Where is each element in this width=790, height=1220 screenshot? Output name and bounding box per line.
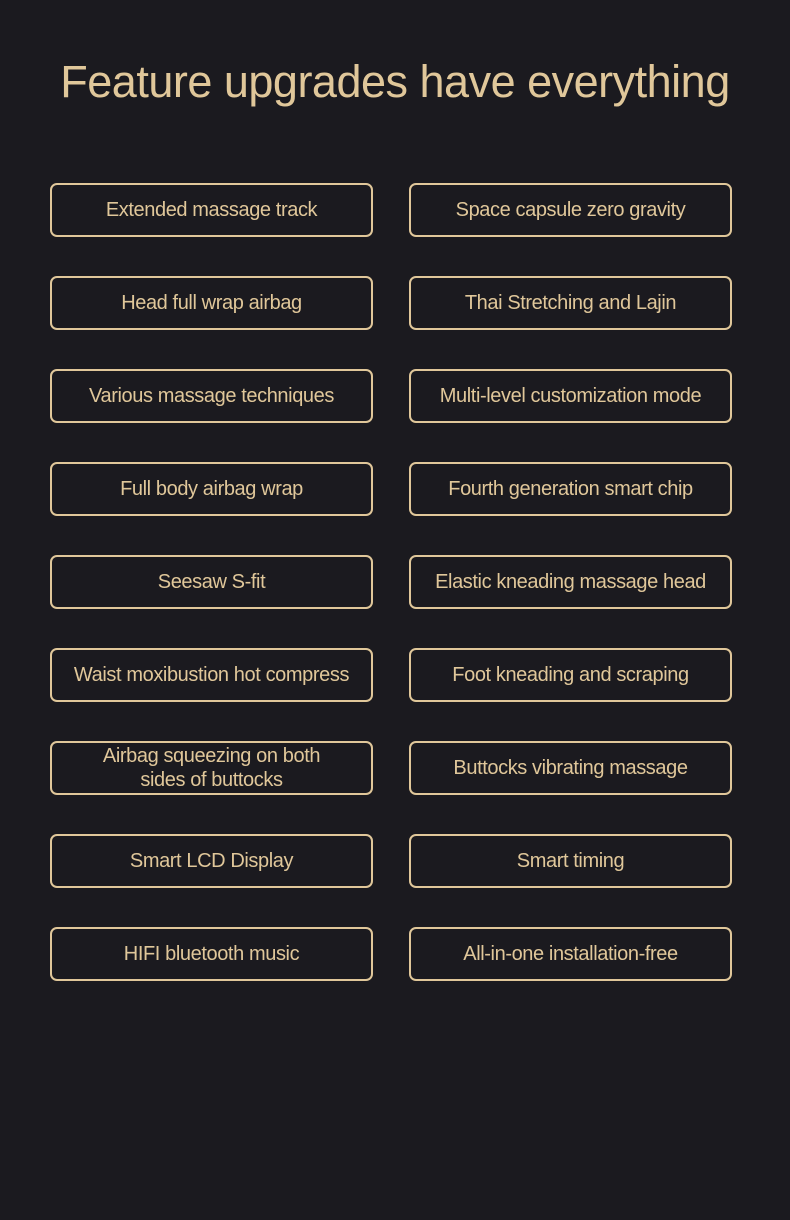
feature-item-smart-lcd-display [50,834,373,888]
feature-item-elastic-kneading-head [409,555,732,609]
feature-item-airbag-buttocks [50,741,373,795]
feature-label: Smart LCD Display [129,850,294,872]
feature-label: Foot kneading and scraping [452,664,689,686]
feature-grid [50,183,732,981]
feature-label: Multi-level customization mode [439,385,702,407]
feature-item-thai-stretching [409,276,732,330]
feature-item-seesaw-s-fit [50,555,373,609]
feature-label: Space capsule zero gravity [455,199,686,221]
feature-label: Waist moxibustion hot compress [73,664,350,686]
feature-label: All-in-one installation-free [463,943,678,965]
feature-label: Head full wrap airbag [121,292,302,314]
feature-item-smart-timing [409,834,732,888]
feature-label: Seesaw S-fit [157,571,266,593]
feature-label: Extended massage track [105,199,318,221]
feature-label: Thai Stretching and Lajin [464,292,677,314]
feature-item-full-body-airbag-wrap [50,462,373,516]
feature-item-head-full-wrap-airbag [50,276,373,330]
feature-item-installation-free [409,927,732,981]
feature-label: Various massage techniques [89,385,334,407]
page-title: Feature upgrades have everything [60,56,730,107]
feature-item-multi-level-customization [409,369,732,423]
feature-item-buttocks-vibrating [409,741,732,795]
feature-label: HIFI bluetooth music [123,943,300,965]
feature-label: Buttocks vibrating massage [453,757,688,779]
feature-item-hifi-bluetooth-music [50,927,373,981]
feature-label: Smart timing [516,850,625,872]
feature-label: Full body airbag wrap [120,478,303,500]
feature-item-smart-chip [409,462,732,516]
feature-label: Airbag squeezing on both sides of buttocks [102,745,321,791]
feature-item-foot-kneading [409,648,732,702]
feature-label: Elastic kneading massage head [435,571,706,593]
feature-label: Fourth generation smart chip [448,478,693,500]
feature-item-waist-moxibustion [50,648,373,702]
feature-item-space-capsule-zero-gravity [409,183,732,237]
feature-item-extended-massage-track [50,183,373,237]
feature-item-various-massage-techniques [50,369,373,423]
